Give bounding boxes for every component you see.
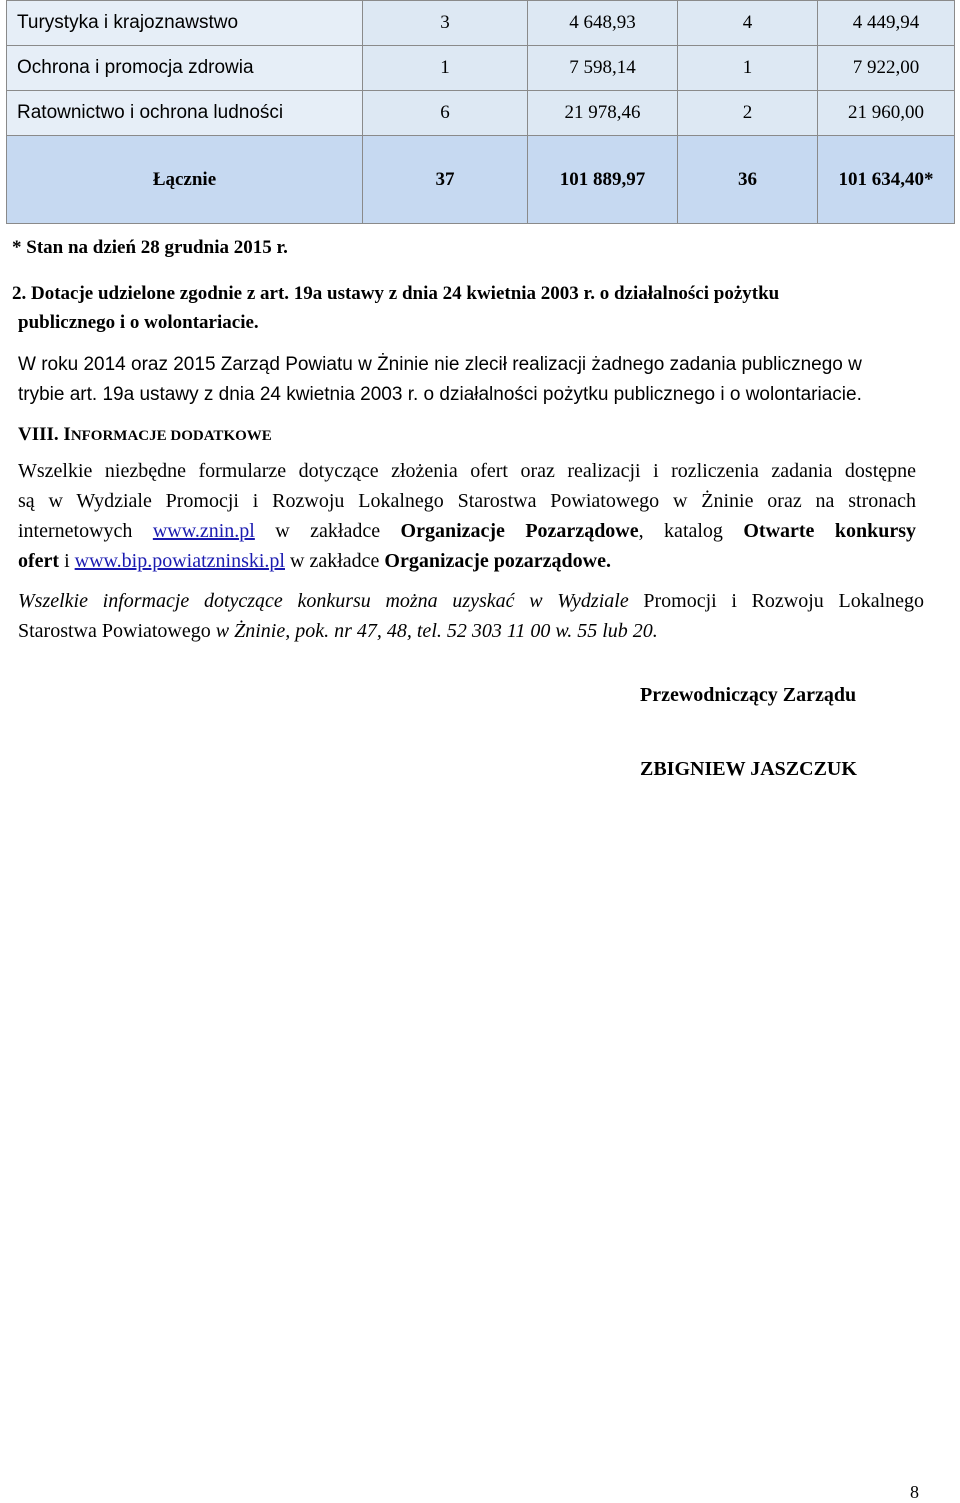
section-roman-number: VIII. <box>18 424 64 445</box>
amount-cell: 7 598,14 <box>528 46 678 91</box>
task-name-cell: Ochrona i promocja zdrowia <box>7 46 363 91</box>
amount-cell: 21 978,46 <box>528 91 678 136</box>
bold-segment: Organizacje Pozarządowe <box>400 520 639 542</box>
forms-info-paragraph <box>18 456 916 576</box>
section-heading <box>12 283 779 305</box>
text-segment: internetowych <box>18 520 153 542</box>
task-name-cell: Turystyka i krajoznawstwo <box>7 1 363 46</box>
text-segment: w zakładce <box>285 550 385 572</box>
paragraph-line <box>18 586 924 616</box>
offers-count-cell: 1 <box>678 46 818 91</box>
offers-count-cell: 2 <box>678 91 818 136</box>
grants-table <box>6 0 955 224</box>
bold-segment: ofert <box>18 550 60 572</box>
section-heading-continued: publicznego i o wolontariacie. <box>18 312 259 333</box>
section-heading-text: Dotacje udzielone zgodnie z art. 19a ustawy z dnia 24 kwietnia 2003 r. o działalności pożytku <box>31 283 780 304</box>
table-footnote: * Stan na dzień 28 grudnia 2015 r. <box>12 237 288 258</box>
total-label-cell: Łącznie <box>7 136 363 224</box>
text-segment: , katalog <box>638 520 744 542</box>
heading-small-caps: NFORMACJE DODATKOWE <box>70 428 272 444</box>
paragraph-line <box>18 516 916 546</box>
total-amount-cell: 101 634,40* <box>818 136 955 224</box>
section-number: 2. <box>12 283 27 304</box>
total-offers-cell: 36 <box>678 136 818 224</box>
table-row <box>7 46 955 91</box>
text-segment: Starostwa Powiatowego <box>18 620 216 642</box>
text-segment: w zakładce <box>254 520 401 542</box>
offers-count-cell: 3 <box>363 1 528 46</box>
znin-website-link[interactable]: www.znin.pl <box>152 520 255 542</box>
table-total-row <box>7 136 955 224</box>
table-row <box>7 1 955 46</box>
italic-segment: w Żninie, pok. nr 47, 48, tel. 52 303 11 00 w. 55 lub 20. <box>215 620 658 642</box>
paragraph-line <box>18 546 916 576</box>
section-heading-additional-info <box>18 424 272 446</box>
bip-website-link[interactable]: www.bip.powiatzninski.pl <box>74 550 285 572</box>
text-segment: Promocji i Rozwoju Lokalnego <box>628 590 924 612</box>
amount-cell: 7 922,00 <box>818 46 955 91</box>
offers-count-cell: 6 <box>363 91 528 136</box>
table-row <box>7 91 955 136</box>
amount-cell: 4 449,94 <box>818 1 955 46</box>
total-amount-cell: 101 889,97 <box>528 136 678 224</box>
signature-name: ZBIGNIEW JASZCZUK <box>640 758 857 780</box>
contact-info-paragraph <box>18 586 924 646</box>
paragraph-line: trybie art. 19a ustawy z dnia 24 kwietnia 2003 r. o działalności pożytku publicznego i o wolontariacie. <box>18 384 862 405</box>
paragraph-line: są w Wydziale Promocji i Rozwoju Lokalnego Starostwa Powiatowego w Żninie oraz na stronach <box>18 490 916 512</box>
heading-initial: I <box>63 424 71 445</box>
offers-count-cell: 1 <box>363 46 528 91</box>
paragraph-line <box>18 616 924 646</box>
offers-count-cell: 4 <box>678 1 818 46</box>
signature-title: Przewodniczący Zarządu <box>640 684 857 706</box>
page-number: 8 <box>910 1482 919 1502</box>
bold-segment: Otwarte konkursy <box>743 520 917 542</box>
text-segment: i <box>59 550 75 572</box>
bold-segment: Organizacje pozarządowe. <box>384 550 611 572</box>
section-paragraph <box>18 350 928 410</box>
paragraph-line: Wszelkie niezbędne formularze dotyczące złożenia ofert oraz realizacji i rozliczenia zadania dostępne <box>18 460 916 482</box>
amount-cell: 21 960,00 <box>818 91 955 136</box>
amount-cell: 4 648,93 <box>528 1 678 46</box>
total-offers-cell: 37 <box>363 136 528 224</box>
italic-segment: Wszelkie informacje dotyczące konkursu można uzyskać w Wydziale <box>18 590 629 612</box>
task-name-cell: Ratownictwo i ochrona ludności <box>7 91 363 136</box>
paragraph-line: W roku 2014 oraz 2015 Zarząd Powiatu w Żninie nie zlecił realizacji żadnego zadania publicznego w <box>18 354 862 375</box>
